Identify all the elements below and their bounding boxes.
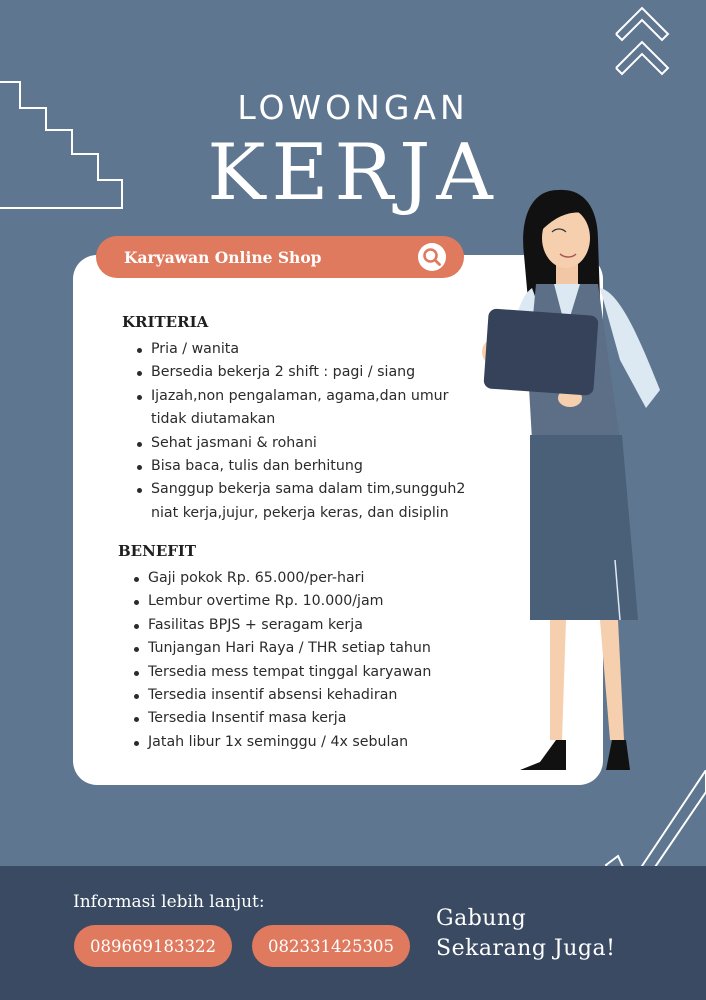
criteria-item: Ijazah,non pengalaman, agama,dan umur tidak diutamakan <box>137 385 477 432</box>
criteria-item: Pria / wanita <box>137 338 477 361</box>
more-info-label: Informasi lebih lanjut: <box>73 892 265 912</box>
benefit-heading: BENEFIT <box>118 542 197 560</box>
benefit-list <box>134 567 464 754</box>
benefit-item: Tersedia insentif absensi kehadiran <box>134 684 464 707</box>
criteria-list <box>137 338 477 525</box>
chevron-up-icon <box>612 2 672 82</box>
benefit-item: Tersedia mess tempat tinggal karyawan <box>134 661 464 684</box>
benefit-item: Jatah libur 1x seminggu / 4x sebulan <box>134 731 464 754</box>
cta-line-2: Sekarang Juga! <box>436 936 616 961</box>
title-lowongan: LOWONGAN <box>237 88 469 127</box>
phone-button-1[interactable]: 089669183322 <box>74 925 232 967</box>
benefit-item: Gaji pokok Rp. 65.000/per-hari <box>134 567 464 590</box>
join-now-text <box>436 904 615 964</box>
benefit-item: Tunjangan Hari Raya / THR setiap tahun <box>134 637 464 660</box>
criteria-item: Bisa baca, tulis dan berhitung <box>137 455 477 478</box>
benefit-item: Fasilitas BPJS + seragam kerja <box>134 614 464 637</box>
criteria-heading: KRITERIA <box>122 313 209 331</box>
businesswoman-illustration <box>470 180 670 780</box>
criteria-item: Sehat jasmani & rohani <box>137 432 477 455</box>
position-search-bar[interactable] <box>96 236 464 278</box>
cta-line-1: Gabung <box>436 906 527 931</box>
phone-button-2[interactable]: 082331425305 <box>252 925 410 967</box>
title-kerja: KERJA <box>207 128 499 218</box>
criteria-item: Sanggup bekerja sama dalam tim,sungguh2 niat kerja,jujur, pekerja keras, dan disiplin <box>137 478 477 525</box>
position-label: Karyawan Online Shop <box>124 247 322 267</box>
criteria-item: Bersedia bekerja 2 shift : pagi / siang <box>137 361 477 384</box>
benefit-item: Tersedia Insentif masa kerja <box>134 707 464 730</box>
search-icon[interactable] <box>418 243 446 271</box>
benefit-item: Lembur overtime Rp. 10.000/jam <box>134 590 464 613</box>
